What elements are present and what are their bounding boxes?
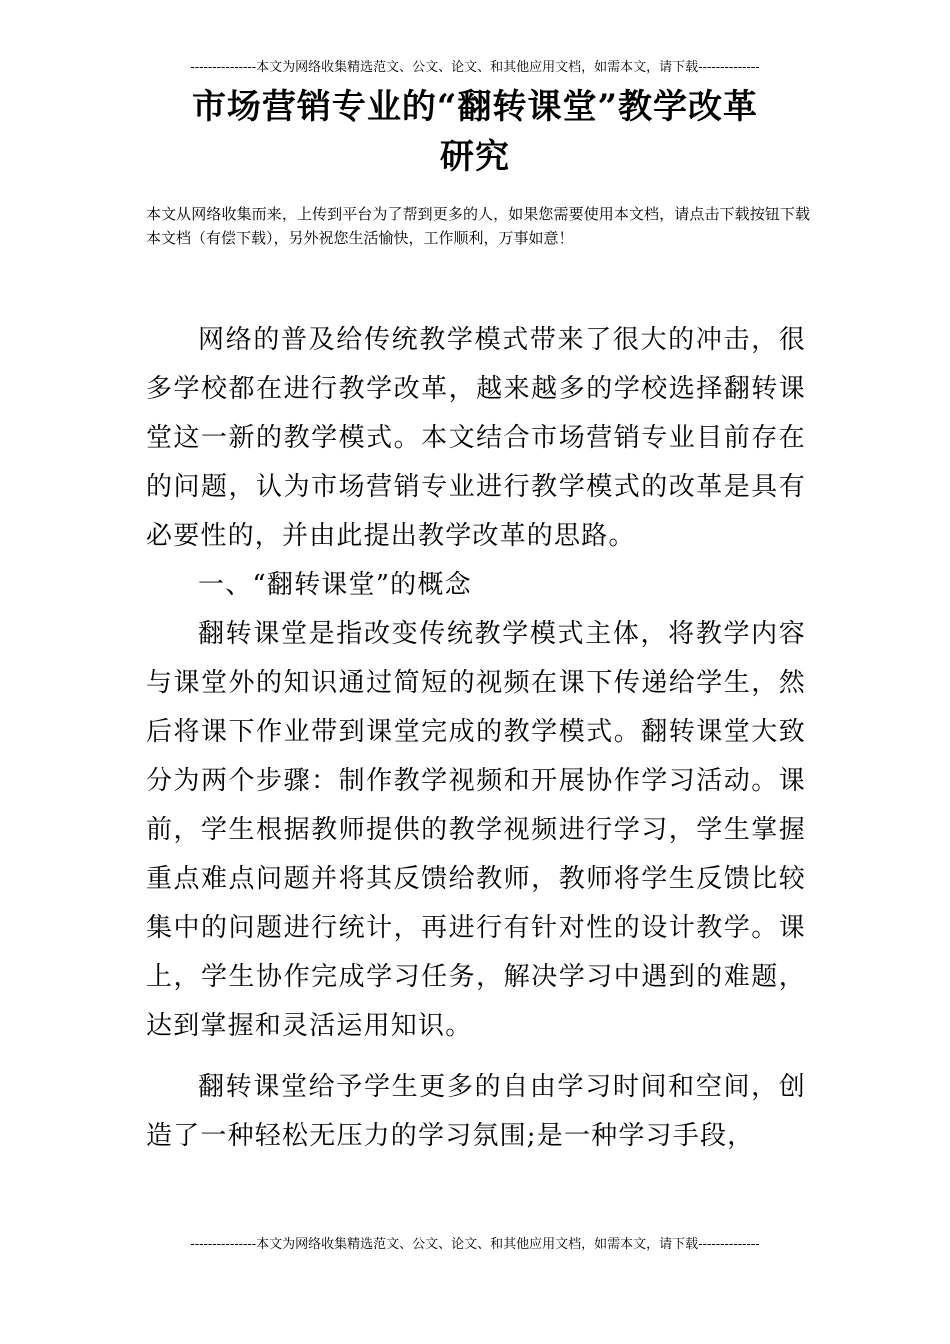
title-line-1: 市场营销专业的“翻转课堂”教学改革	[191, 87, 759, 127]
download-notice: 本文从网络收集而来，上传到平台为了帮到更多的人，如果您需要使用本文档，请点击下载按钮下载本文档（有偿下载），另外祝您生活愉快，工作顺利，万事如意！	[146, 205, 810, 247]
document-title	[150, 82, 800, 182]
paragraph-concept: 翻转课堂是指改变传统教学模式主体，将教学内容与课堂外的知识通过简短的视频在课下传递给学生，然后将课下作业带到课堂完成的教学模式。翻转课堂大致分为两个步骤：制作教学视频和开展协作学习活动。课前，学生根据教师提供的教学视频进行学习，学生掌握重点难点问题并将其反馈给教师，教师将学生反馈比较集中的问题进行统计，再进行有针对性的设计教学。课上，学生协作完成学习任务，解决学习中遇到的难题，达到掌握和灵活运用知识。	[146, 619, 806, 1041]
footer-banner: ---------------本文为网络收集精选范文、公文、论文、和其他应用文档，如需本文，请下载--------------	[190, 1237, 760, 1252]
header-banner: ---------------本文为网络收集精选范文、公文、论文、和其他应用文档，如需本文，请下载--------------	[190, 60, 760, 75]
document-body	[146, 316, 806, 1161]
paragraph-intro: 网络的普及给传统教学模式带来了很大的冲击，很多学校都在进行教学改革，越来越多的学校选择翻转课堂这一新的教学模式。本文结合市场营销专业目前存在的问题，认为市场营销专业进行教学模式的改革是具有必要性的，并由此提出教学改革的思路。	[146, 325, 806, 551]
paragraph-benefits: 翻转课堂给予学生更多的自由学习时间和空间，创造了一种轻松无压力的学习氛围;是一种学习手段，	[146, 1072, 806, 1151]
title-line-2: 研究	[440, 137, 510, 177]
section-heading: 一、“翻转课堂”的概念	[198, 570, 472, 600]
